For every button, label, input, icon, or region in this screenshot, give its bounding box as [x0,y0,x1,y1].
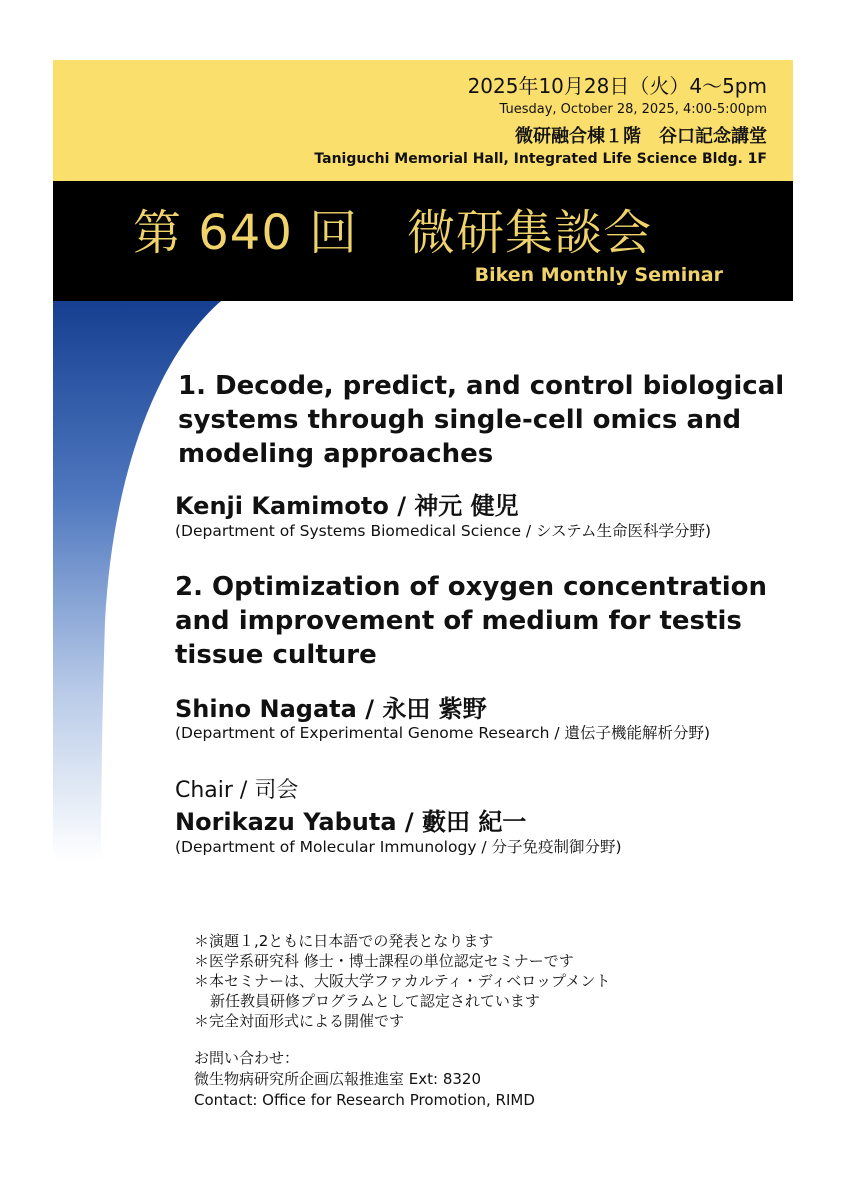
talk-2-title [175,570,767,672]
notes-list [194,931,610,1031]
header-band [53,60,793,181]
event-date-en: Tuesday, October 28, 2025, 4:00-5:00pm [499,102,767,117]
talk-2-title-line: tissue culture [175,640,377,670]
note-item: ＊本セミナーは、大阪大学ファカルティ・ディベロップメント [194,972,611,990]
title-band [53,181,793,301]
note-item: ＊演題１,2ともに日本語での発表となります [194,932,494,950]
talk-2-title-line: 2. Optimization of oxygen concentration [175,572,767,602]
talk-2-title-line: and improvement of medium for testis [175,606,742,636]
talk-1-title-line: systems through single-cell omics and [178,405,742,435]
chair-label: Chair / 司会 [175,778,299,803]
seminar-title: 第 640 回 微研集談会 [133,205,653,261]
note-item-continuation: 新任教員研修プログラムとして認定されています [210,992,540,1010]
chair-name: Norikazu Yabuta / 藪田 紀一 [175,808,527,836]
contact-office-en: Contact: Office for Research Promotion, RIMD [194,1091,535,1109]
event-date-ja: 2025年10月28日（火）4〜5pm [467,74,767,98]
talk-1-department: (Department of Systems Biomedical Science / システム生命医科学分野) [175,522,712,540]
talk-1-title [178,369,784,471]
note-item: ＊医学系研究科 修士・博士課程の単位認定セミナーです [194,952,574,970]
note-item: ＊完全対面形式による開催です [194,1012,405,1030]
contact-block [194,1048,535,1111]
talk-1-title-line: modeling approaches [178,439,494,469]
contact-label: お問い合わせ： [194,1049,300,1067]
chair-department: (Department of Molecular Immunology / 分子免疫制御分野) [175,838,622,856]
talk-1-title-line: 1. Decode, predict, and control biological [178,371,785,401]
seminar-subtitle: Biken Monthly Seminar [474,264,723,286]
event-venue-ja: 微研融合棟１階 谷口記念講堂 [515,126,767,147]
contact-office-ja: 微生物病研究所企画広報推進室 Ext: 8320 [194,1070,482,1088]
talk-2-department: (Department of Experimental Genome Research / 遺伝子機能解析分野) [175,724,711,742]
event-venue-en: Taniguchi Memorial Hall, Integrated Life Science Bldg. 1F [314,151,767,167]
talk-2-speaker: Shino Nagata / 永田 紫野 [175,695,487,723]
talk-1-speaker: Kenji Kamimoto / 神元 健児 [175,492,519,520]
